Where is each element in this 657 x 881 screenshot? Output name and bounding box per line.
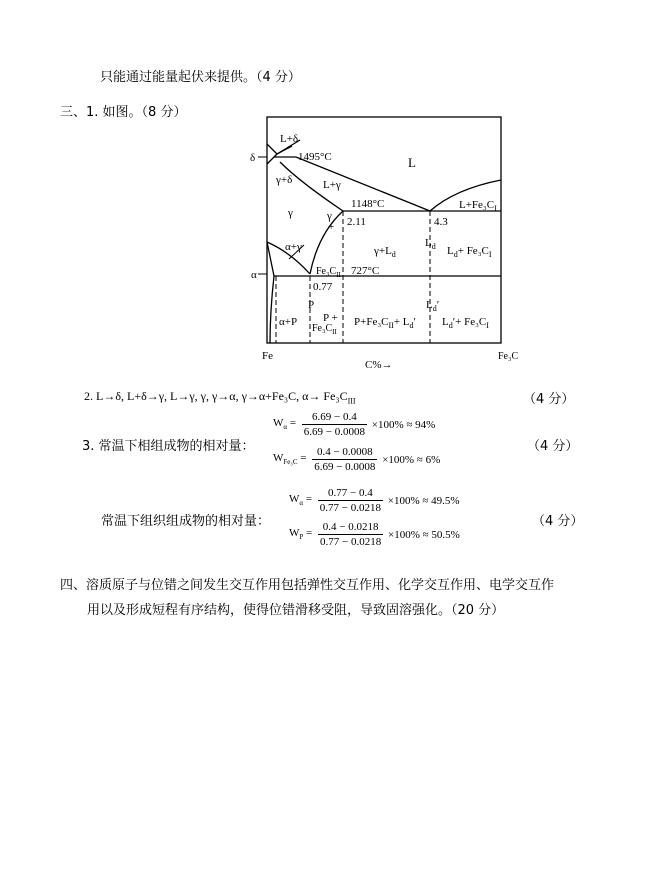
label-211: 2.11: [347, 216, 366, 228]
eq-w-alpha-struct: $W_\alpha$ = $\frac{0.77 - 0.4}{0.77 - 0.0218}$ ×100% ≈ 49.5%: [289, 487, 460, 514]
item2-text: 2. L→δ, L+δ→γ, L→γ, γ, γ→α, γ→α+Fe₃C, $\alpha\to Fe_3C_{III}$: [84, 389, 356, 406]
label-ldp-fe3ci: $L_d'+ Fe_3C_I$: [442, 316, 489, 330]
label-l: L: [408, 155, 416, 170]
solvus-line: [270, 276, 274, 343]
fe-c-phase-diagram: [240, 112, 540, 374]
label-p-plus: P +: [323, 312, 338, 324]
label-alpha-gamma: α+γ: [285, 241, 302, 253]
label-delta: δ: [250, 152, 256, 164]
eq-w-fe3c-phase: $W_{Fe_3C}$ = $\frac{0.4 - 0.0008}{6.69 - 0.0008}$ ×100% ≈ 6%: [273, 446, 441, 473]
label-p-fe3cii-ld: $P+Fe_3C_{II}+ L_d'$: [354, 316, 416, 330]
label-plus: +: [328, 221, 335, 233]
item4-label: 常温下组织组成物的相对量：: [101, 514, 271, 529]
label-1148: 1148°C: [351, 198, 385, 210]
label-axis: C%→: [365, 359, 393, 371]
label-727: 727°C: [351, 265, 380, 277]
label-alpha-p: α+P: [279, 316, 298, 328]
label-fe3cii-b: $Fe_3C_{II}$: [312, 323, 337, 336]
alpha-boundary: [267, 242, 274, 276]
label-gamma-ld: $\gamma+L_d$: [374, 245, 396, 259]
eq-w-p-struct: $W_P$ = $\frac{0.4 - 0.0218}{0.77 - 0.0218}$ ×100% ≈ 50.5%: [289, 521, 460, 548]
section4-line1: 四、溶质原子与位错之间发生交互作用包括弹性交互作用、化学交互作用、电学交互作: [60, 578, 555, 593]
label-1495: 1495°C: [298, 151, 332, 163]
label-l-delta: L+δ: [280, 133, 299, 145]
label-43: 4.3: [434, 216, 448, 228]
label-ld: $L_d$: [425, 237, 436, 251]
item4-score: （4 分）: [532, 514, 584, 529]
item2-score: （4 分）: [523, 392, 575, 407]
label-gamma-delta: γ+δ: [276, 174, 293, 186]
label-alpha: α: [251, 269, 257, 281]
item3-score: （4 分）: [527, 439, 579, 454]
eq-w-alpha-phase: $W_\alpha$ = $\frac{6.69 - 0.4}{6.69 - 0.0008}$ ×100% ≈ 94%: [273, 411, 436, 438]
label-ld-prime: $L_d'$: [426, 299, 440, 313]
section3-heading: 三、1. 如图。（8 分）: [60, 105, 187, 120]
label-gamma: γ: [288, 207, 293, 219]
label-p: P: [308, 299, 315, 311]
label-ld-fe3ci: $L_d+ Fe_3C_I$: [447, 245, 492, 259]
label-gamma2: γ: [327, 210, 332, 222]
delta-gamma-boundary: [267, 154, 277, 164]
label-l-gamma: L+γ: [323, 179, 341, 191]
label-fe3c: Fe₃C: [498, 351, 519, 362]
section4-line2: 用以及形成短程有序结构，使得位错滑移受阻，导致固溶强化。（20 分）: [87, 603, 505, 618]
label-l-fe3ci: $L+Fe_3C_I$: [459, 199, 497, 213]
item3-label: 3. 常温下相组成物的相对量：: [82, 439, 255, 454]
label-fe3cii-a: $Fe_3C_{II}$: [316, 266, 341, 279]
label-fe: Fe: [262, 350, 273, 362]
label-077: 0.77: [313, 281, 333, 293]
intro-line: 只能通过能量起伏来提供。（4 分）: [100, 70, 301, 85]
